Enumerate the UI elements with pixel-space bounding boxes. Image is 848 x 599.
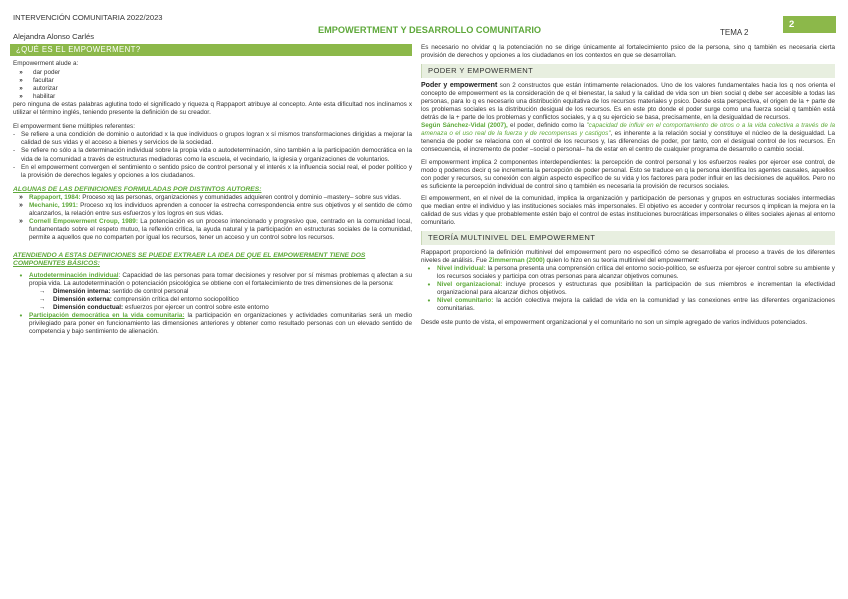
dimension-item: → Dimensión conductual: esfuerzos por ejercer un control sobre este entorno xyxy=(39,303,269,311)
section-header-poder: PODER Y EMPOWERMENT xyxy=(421,64,835,78)
bullet-icon: » xyxy=(19,69,23,77)
arrow-right-icon: → xyxy=(39,303,46,311)
list-item: - Se refiere a una condición de dominio o autoridad x la que individuos o grupos logran x sí mismos transformaciones dirigidas a mejorar la calidad de sus vidas y el acceso a bienes y servicios de la sociedad. xyxy=(13,131,412,147)
paragraph: Desde este punto de vista, el empowerment organizacional y el comunitario no son un simple agregado de varios individuos potenciados. xyxy=(421,319,808,327)
list-item: » autorizar xyxy=(13,85,412,93)
paragraph: Es necesario no olvidar q la potenciación no se dirige únicamente al fortalecimiento psico de la persona, sino q también es necesaria cierta provisión de derechos y opciones a los ciudadanos en los contextos en que se desarrollan. xyxy=(421,44,835,60)
definition-item: » Cornell Empowerment Croup, 1989: La potenciación es un proceso intencionado y progresivo que, centrado en la comunidad local, fundamentado sobre el respeto mutuo, la reflexión crítica, la ayuda natural y la participación en estructuras sociales de la comunidad, permite a aquellos que no comparten por igual los recursos, tener un acceso y un control sobre los recursos. xyxy=(13,218,412,242)
bullet-icon: » xyxy=(19,93,23,101)
intro-text: Empowerment alude a: xyxy=(13,60,79,67)
page-title: EMPOWERTMENT Y DESARROLLO COMUNITARIO xyxy=(318,25,542,35)
paragraph: Según Sánchez-Vidal (2007), el poder, definido como la "capacidad de influir en el comportamiento de otros o a la vida colectiva a través de la amenaza o el uso real de la fuerza y de recompensas y castigos", es inherente a la relación social y constituye el núcleo de la desigualdad. La tenencia de poder se relaciona con el control de los recursos y, las diferencias de poder, por tanto, con el desigual control de los recursos. En consecuencia, el incremento de poder –social o personal– ha de estar en el centro de cualquier programa de desarrollo o cambio social. xyxy=(421,122,836,154)
bullet-icon: » xyxy=(19,77,23,85)
dot-icon: • xyxy=(427,263,431,273)
page-number-badge xyxy=(783,16,836,33)
section-header-empowerment: ¿QUÉ ES EL EMPOWERMENT? xyxy=(10,44,412,56)
components-title: ATENDIENDO A ESTAS DEFINICIONES SE PUEDE EXTRAER LA IDEA DE QUE EL EMPOWERMENT TIENE DOS COMPONENTES BÁSICOS: xyxy=(13,251,366,268)
dot-icon: • xyxy=(19,310,23,320)
bullet-icon: » xyxy=(19,85,23,93)
list-item: » habilitar xyxy=(13,93,412,101)
right-column xyxy=(421,44,835,327)
component-item: • Autodeterminación individual: Capacidad de las personas para tomar decisiones y resolver por sí mismas problemas q afectan a su propia vida. La autodeterminación o potenciación psicológica se obtiene con el fortalecimiento de tres dimensiones de la persona: xyxy=(13,272,412,288)
dot-icon: • xyxy=(427,280,431,290)
author-name: Alejandra Alonso Carlés xyxy=(13,32,95,41)
dot-icon: • xyxy=(427,296,431,306)
page-number: 2 xyxy=(789,19,795,30)
definition-item: » Mechanic, 1991: Proceso xq los individuos aprenden a conocer la estrecha correspondencia entre sus objetivos y el sentido de cómo alcanzarlos, la relación entre sus esfuerzos y los logros en sus vidas. xyxy=(13,202,412,218)
alude-list xyxy=(13,69,412,101)
paragraph: El empowerment implica 2 componentes interdependientes: la percepción de control personal y los esfuerzos reales por ejercer ese control, de modo q podemos decir q se incrementa la percepción de poder personal. Esto se traduce en q la persona identifica los agentes causales, aquellos con poder y recursos, su conexión con algún aspecto específico de su vida y los factores para poder influir en las decisiones de aquéllos. Pero no es suficiente la percepción individual de control sino q también es necesaria la provisión de recursos sociales. xyxy=(421,158,835,190)
list-item: » dar poder xyxy=(13,69,412,77)
bullet-icon: » xyxy=(19,218,23,226)
list-item: - En el empowerment convergen el sentimiento o sentido psico de control personal y el interés x la influencia social real, el poder político y la provisión de derechos legales y opciones a los ciudadanos. xyxy=(13,163,412,179)
level-item: • Nivel individual: la persona presenta una comprensión crítica del entorno socio-político, se esfuerza por ejercer control sobre su ambiente y los recursos sociales y participa con otras personas para alcanzar objetivos comunes. xyxy=(421,265,835,281)
section-header-teoria: TEORÍA MULTINIVEL DEL EMPOWERMENT xyxy=(421,231,835,245)
dot-icon: • xyxy=(19,270,23,280)
level-item: • Nivel comunitario: la acción colectiva mejora la calidad de vida en la comunidad y las conexiones entre las diferentes organizaciones comunitarias. xyxy=(421,297,835,313)
level-item: • Nivel organizacional: incluye procesos y estructuras que posibilitan la participación de sus miembros e incrementan la efectividad organizacional para alcanzar dichos objetivos. xyxy=(421,281,835,297)
tema-label: TEMA 2 xyxy=(720,28,749,37)
paragraph: Poder y empowerment son 2 constructos que están íntimamente relacionados. Uno de los valores fundamentales hacia los q nos orienta el concepto de empowerment es la consideración de q el bienestar, la salud y la calidad de vida son un bien social q debe ser accesible a todas las personas, para lo q es necesario una distribución equitativa de los recursos materiales y psico. Desde esta perspectiva, el origen de la + parte de los problemas sociales es la distribución desigual de los recursos. Es en este pto donde el poder surge como una fuerza social q también está detrás de la + parte de los problemas y conflictos sociales, y a q su ejercicio se basa, precisamente, en la desigualdad de recursos. xyxy=(421,82,835,122)
refs-intro: El empowerment tiene múltiples referentes: xyxy=(13,123,135,131)
definition-item: » Rappaport, 1984: Proceso xq las personas, organizaciones y comunidades adquieren control y dominio –mastery– sobre sus vidas. xyxy=(13,194,412,202)
dimension-item: → Dimensión interna: sentido de control personal xyxy=(39,287,189,295)
course-label: INTERVENCIÓN COMUNITARIA 2022/2023 xyxy=(13,13,163,22)
left-column xyxy=(13,44,412,336)
arrow-right-icon: → xyxy=(39,295,46,303)
dimension-item: → Dimensión externa: comprensión crítica del entorno sociopolítico xyxy=(39,295,239,303)
paragraph: pero ninguna de estas palabras aglutina todo el significado y riqueza q Rappaport atribuye al concepto. Ante esta dificultad nos inclinamos x utilizar el término inglés, teniendo presente la definición de su creador. xyxy=(13,101,412,117)
bullet-icon: » xyxy=(19,202,23,210)
list-item: » facultar xyxy=(13,77,412,85)
arrow-right-icon: → xyxy=(39,287,46,295)
definitions-title: ALGUNAS DE LAS DEFINICIONES FORMULADAS POR DISTINTOS AUTORES: xyxy=(13,185,262,193)
list-item: - Se refiere no sólo a la determinación individual sobre la propia vida o autodeterminación, sino también a la participación democrática en la vida de la comunidad a través de estructuras mediadoras como la escuela, el vecindario, la iglesia y organizaciones de voluntarios. xyxy=(13,147,412,163)
paragraph: El empowerment, en el nivel de la comunidad, implica la organización y participación de personas y grupos en estructuras sociales intermedias que median entre el individuo y las instituciones sociales más impersonales. El objetivo es acceder y controlar recursos q implican la mejora en la calidad de sus vidas y que probablemente estén bajo el control de estas instituciones burocráticas impersonales o élites sociales ajenas al entorno comunitario. xyxy=(421,194,835,226)
component-item: • Participación democrática en la vida comunitaria: la participación en organizaciones y actividades comunitarias será un medio privilegiado para poner en funcionamiento las dimensiones anteriores y obtener como resultado personas con un elevado sentido de competencia y bajo sentimiento de alienación. xyxy=(13,312,412,336)
bullet-icon: » xyxy=(19,194,23,202)
paragraph: Rappaport proporcionó la definición multinivel del empowerment pero no especificó cómo se desarrollaba el proceso a través de los diferentes niveles de análisis. Fue Zimmerman (2000) quien lo hizo en su teoría multinivel del empowerment: xyxy=(421,248,835,264)
